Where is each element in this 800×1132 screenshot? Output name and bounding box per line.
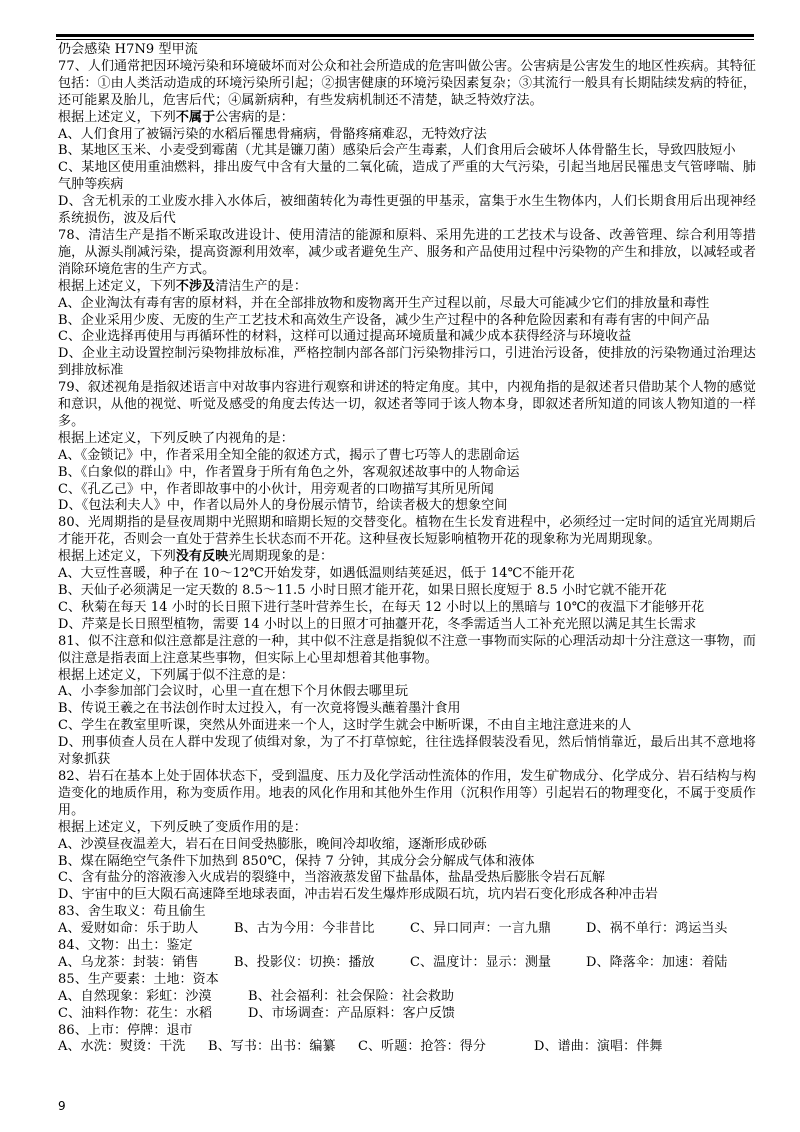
q85-options-row1	[58, 989, 756, 1006]
q84-options	[58, 955, 756, 972]
q81-option-c: C、学生在教室里听课，突然从外面进来一个人，这时学生就会中断听课，不由自主地注意进来的人	[58, 718, 632, 734]
q85-option-b: B、社会福利：社会保险：社会救助	[248, 988, 455, 1004]
q84-option-d: D、降落伞：加速：着陆	[586, 954, 728, 970]
q85-option-c: C、油料作物：花生：水稻	[58, 1005, 213, 1021]
q86-option-d: D、谱曲：演唱：伴舞	[534, 1039, 663, 1055]
q77-option-b: B、某地区玉米、小麦受到霉菌（尤其是镰刀菌）感染后会产生毒素，人们食用后会破坏人体骨骼生长，导致四肢短小	[58, 143, 736, 159]
q77-option-c: C、某地区使用重油燃料，排出废气中含有大量的二氧化硫，造成了严重的大气污染，引起当地居民罹患支气管哮喘、肺气肿等疾病	[58, 160, 756, 193]
q86-stem: 86、上市：停牌：退市	[58, 1022, 193, 1038]
q80-option-a: A、大豆性喜暖，种子在 10～12℃开始发芽，如遇低温则结荚延迟，低于 14℃不能开花	[58, 566, 575, 582]
q80-option-c: C、秋菊在每天 14 小时的长日照下进行茎叶营养生长，在每天 12 小时以上的黑暗与 10℃的夜温下才能够开花	[58, 599, 705, 615]
q81-option-d: D、刑事侦查人员在人群中发现了侦缉对象，为了不打草惊蛇，往往选择假装没看见，然后悄悄靠近，最后出其不意地将对象抓获	[58, 735, 756, 768]
q79-ask: 根据上述定义，下列反映了内视角的是：	[58, 430, 294, 446]
header-rule-thick	[56, 34, 754, 37]
q78-option-a: A、企业淘汰有毒有害的原材料，并在全部排放物和废物离开生产过程以前，尽最大可能减少它们的排放量和毒性	[58, 295, 710, 311]
continued-line: 仍会感染 H7N9 型甲流	[58, 42, 198, 57]
q77-ask: 根据上述定义，下列不属于公害病的是：	[58, 109, 294, 125]
q83-options	[58, 921, 756, 938]
q83-option-a: A、爱财如命：乐于助人	[58, 921, 199, 937]
q80-stem: 80、光周期指的是昼夜周期中光照期和暗期长短的交替变化。植物在生长发育进程中，必须经过一定时间的适宜光周期后才能开花，否则会一直处于营养生长状态而不开花。这种昼夜长短影响植物开花的现象称为光周期现象。	[58, 515, 756, 548]
q77-stem: 77、人们通常把因环境污染和环境破坏而对公众和社会所造成的危害叫做公害。公害病是公害发生的地区性疾病。其特征包括：①由人类活动造成的环境污染所引起；②损害健康的环境污染因素复杂；③其流行一般具有长期陆续发病的特征，还可能累及胎儿，危害后代；④属新病种，有些发病机制还不清楚，缺乏特效疗法。	[58, 58, 756, 108]
q82-option-b: B、煤在隔绝空气条件下加热到 850℃，保持 7 分钟，其成分会分解成气体和液体	[58, 853, 535, 869]
q85-option-d: D、市场调查：产品原料：客户反馈	[248, 1005, 456, 1021]
q79-option-d: D、《包法利夫人》中，作者以局外人的身份展示情节，给读者极大的想象空间	[58, 498, 508, 514]
q82-ask: 根据上述定义，下列反映了变质作用的是：	[58, 819, 307, 835]
q86-options	[58, 1039, 756, 1056]
q86-option-b: B、写书：出书：编纂	[208, 1039, 336, 1055]
q83-option-d: D、祸不单行：鸿运当头	[586, 921, 728, 937]
q77-option-a: A、人们食用了被镉污染的水稻后罹患骨痛病，骨骼疼痛难忍，无特效疗法	[58, 126, 487, 142]
q79-stem: 79、叙述视角是指叙述语言中对故事内容进行观察和讲述的特定角度。其中，内视角指的是叙述者只借助某个人物的感觉和意识，从他的视觉、听觉及感受的角度去传达一切，叙述者等同于该人物本身，即叙述者所知道的同该人物知道的一样多。	[58, 380, 756, 429]
q78-option-d: D、企业主动设置控制污染物排放标准，严格控制内部各部门污染物排污口，引进治污设备，使排放的污染物通过治理达到排放标准	[58, 346, 756, 379]
q81-option-a: A、小李参加部门会议时，心里一直在想下个月休假去哪里玩	[58, 684, 409, 700]
q84-option-a: A、乌龙茶：封装：销售	[58, 954, 199, 970]
q86-option-c: C、听题：抢答：得分	[358, 1039, 486, 1055]
q80-ask: 根据上述定义，下列没有反映光周期现象的是：	[58, 549, 334, 565]
q83-option-c: C、异口同声：一言九鼎	[410, 921, 552, 937]
q85-stem: 85、生产要素：土地：资本	[58, 971, 219, 987]
q84-option-c: C、温度计：显示：测量	[410, 954, 552, 970]
q79-option-a: A、《金锁记》中，作者采用全知全能的叙述方式，揭示了曹七巧等人的悲剧命运	[58, 447, 520, 463]
q83-stem: 83、舍生取义：苟且偷生	[58, 904, 206, 920]
q82-option-c: C、含有盐分的溶液渗入火成岩的裂缝中，当溶液蒸发留下盐晶体，盐晶受热后膨胀令岩石瓦解	[58, 870, 606, 886]
q78-option-b: B、企业采用少废、无废的生产工艺技术和高效生产设备，减少生产过程中的各种危险因素和有毒有害的中间产品	[58, 312, 710, 328]
q82-stem: 82、岩石在基本上处于固体状态下，受到温度、压力及化学活动性流体的作用，发生矿物成分、化学成分、岩石结构与构造变化的地质作用，称为变质作用。地表的风化作用和其他外生作用（沉积作用等）引起岩石的物理变化，不属于变质作用。	[58, 768, 756, 818]
page-content	[58, 42, 756, 1056]
q86-option-a: A、水洗：熨烫：干洗	[58, 1039, 186, 1055]
q84-option-b: B、投影仪：切换：播放	[234, 954, 375, 970]
q83-option-b: B、古为今用：今非昔比	[234, 921, 375, 937]
q84-stem: 84、文物：出土：鉴定	[58, 938, 193, 954]
q80-option-b: B、天仙子必须满足一定天数的 8.5～11.5 小时日照才能开花，如果日照长度短于 8.5 小时它就不能开花	[58, 583, 667, 598]
q85-option-a: A、自然现象：彩虹：沙漠	[58, 988, 212, 1004]
q78-option-c: C、企业选择再使用与再循环性的材料，这样可以通过提高环境质量和减少成本获得经济与环境收益	[58, 329, 632, 345]
q81-option-b: B、传说王羲之在书法创作时太过投入，有一次竟将馒头蘸着墨汁食用	[58, 701, 461, 717]
header-rule-thin	[56, 39, 754, 40]
q81-stem: 81、似不注意和似注意都是注意的一种，其中似不注意是指貌似不注意一事物而实际的心理活动却十分注意这一事物，而似注意是指表面上注意某些事物，但实际上心里却想着其他事物。	[58, 633, 756, 666]
q79-option-b: B、《白象似的群山》中，作者置身于所有角色之外，客观叙述故事中的人物命运	[58, 464, 520, 480]
q78-stem: 78、清洁生产是指不断采取改进设计、使用清洁的能源和原料、采用先进的工艺技术与设备、改善管理、综合利用等措施，从源头削减污染，提高资源利用效率，减少或者避免生产、服务和产品使用过程中污染物的产生和排放，以减轻或者消除环境危害的生产方式。	[58, 227, 756, 277]
q85-options-row2	[58, 1006, 756, 1023]
q81-ask: 根据上述定义，下列属于似不注意的是：	[58, 667, 294, 683]
q78-ask: 根据上述定义，下列不涉及清洁生产的是：	[58, 278, 307, 294]
page-number: 9	[58, 1099, 66, 1113]
q82-option-d: D、宇宙中的巨大陨石高速降至地球表面，冲击岩石发生爆炸形成陨石坑，坑内岩石变化形成各种冲击岩	[58, 887, 659, 903]
q77-option-d: D、含无机汞的工业废水排入水体后，被细菌转化为毒性更强的甲基汞，富集于水生生物体内，人们长期食用后出现神经系统损伤，波及后代	[58, 194, 756, 227]
q79-option-c: C、《孔乙己》中，作者即故事中的小伙计，用旁观者的口吻描写其所见所闻	[58, 481, 494, 497]
q82-option-a: A、沙漠昼夜温差大，岩石在日间受热膨胀，晚间冷却收缩，逐渐形成砂砾	[58, 836, 487, 852]
q80-option-d: D、芹菜是长日照型植物，需要 14 小时以上的日照才可抽薹开花，冬季需适当人工补充光照以满足其生长需求	[58, 616, 697, 632]
